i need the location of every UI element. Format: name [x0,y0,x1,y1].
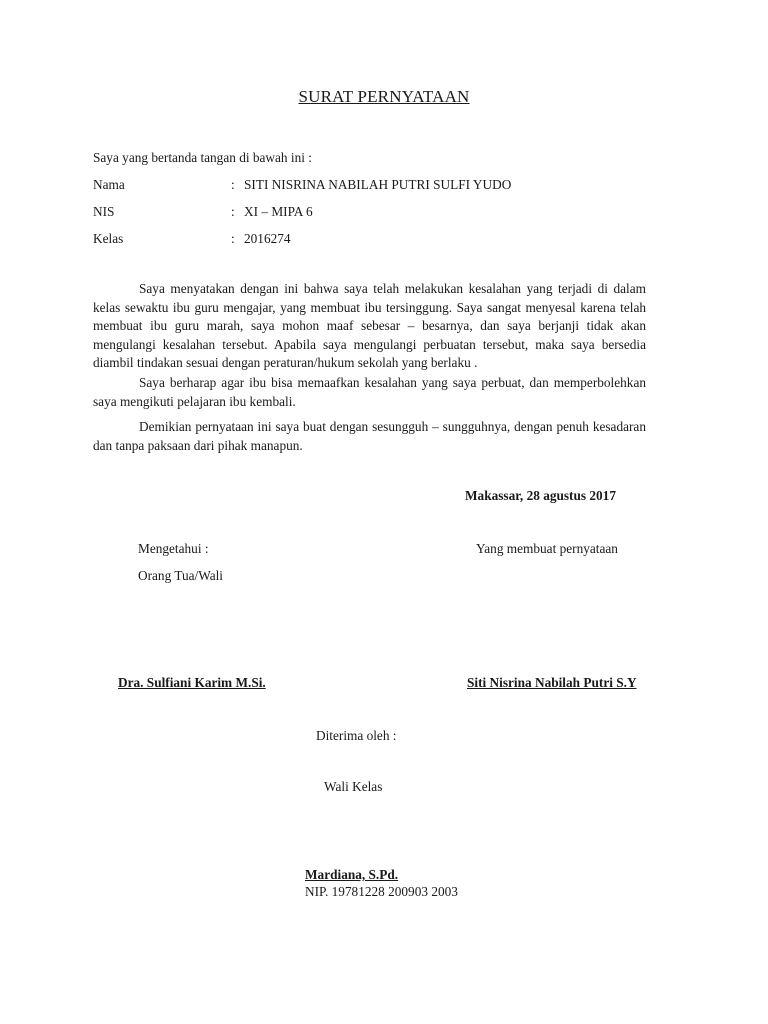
received-role: Wali Kelas [324,779,383,794]
field-label-nama: Nama [93,177,125,192]
field-value-nis: XI – MIPA 6 [244,204,313,219]
place-date: Makassar, 28 agustus 2017 [465,488,616,503]
field-label-kelas: Kelas [93,231,124,246]
left-block-role: Orang Tua/Wali [138,568,223,583]
paragraph-text: Saya berharap agar ibu bisa memaafkan kesalahan yang saya perbuat, dan memperbolehkan saya mengikuti pelajaran ibu kembali. [93,375,646,409]
field-label-nis: NIS [93,204,115,219]
field-separator: : [231,231,235,246]
received-signer-name: Mardiana, S.Pd. [305,867,399,882]
intro-text: Saya yang bertanda tangan di bawah ini : [93,150,312,165]
paragraph-text: Demikian pernyataan ini saya buat dengan sesungguh – sungguhnya, dengan penuh kesadaran dan tanpa paksaan dari pihak manapun. [93,419,646,453]
body-paragraph-2 [93,374,646,411]
body-paragraph-1 [93,280,646,373]
left-block-heading: Mengetahui : [138,541,209,556]
paragraph-text: Saya menyatakan dengan ini bahwa saya telah melakukan kesalahan yang terjadi di dalam kelas sewaktu ibu guru mengajar, yang membuat ibu tersinggung. Saya sangat menyesal karena telah membuat ibu guru marah, saya mohon maaf sebesar – besarnya, dan saya berjanji tidak akan mengulangi kesalahan tersebut. Apabila saya mengulangi perbuatan tersebut, maka saya bersedia diambil tindakan sesuai dengan peraturan/hukum sekolah yang berlaku . [93,281,646,371]
document-title: SURAT PERNYATAAN [298,87,470,106]
received-heading: Diterima oleh : [316,728,397,743]
body-paragraph-3 [93,418,646,455]
field-separator: : [231,177,235,192]
right-signer-name: Siti Nisrina Nabilah Putri S.Y [467,675,637,690]
right-block-heading: Yang membuat pernyataan [476,541,618,556]
field-value-nama: SITI NISRINA NABILAH PUTRI SULFI YUDO [244,177,512,192]
left-signer-name: Dra. Sulfiani Karim M.Si. [118,675,266,690]
field-separator: : [231,204,235,219]
received-signer-nip: NIP. 19781228 200903 2003 [305,884,458,899]
field-value-kelas: 2016274 [244,231,291,246]
